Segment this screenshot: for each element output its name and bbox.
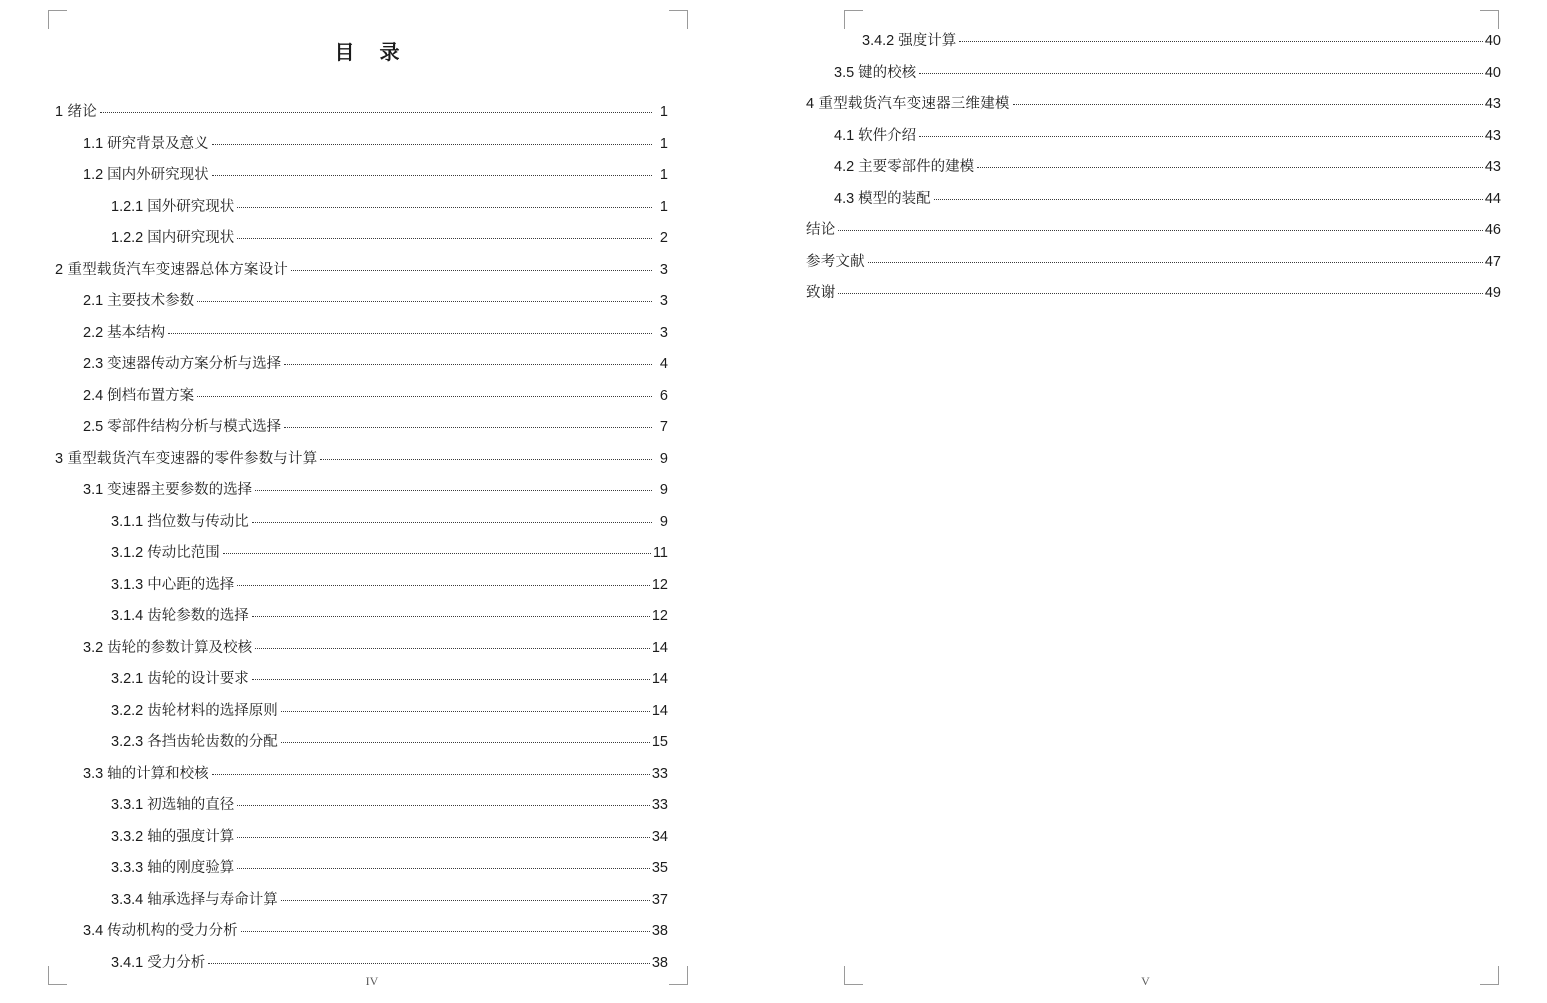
toc-entry-page: 3 xyxy=(659,261,668,278)
toc-entry-label: 3 重型载货汽车变速器的零件参数与计算 xyxy=(55,450,318,467)
toc-leader xyxy=(919,72,1483,74)
toc-entry-label: 2.2 基本结构 xyxy=(83,324,166,341)
toc-entry-label: 1.2.2 国内研究现状 xyxy=(111,230,235,246)
toc-entry-page: 1 xyxy=(659,104,668,120)
toc-entry[interactable] xyxy=(806,215,1501,247)
toc-leader xyxy=(291,269,652,271)
toc-entry-page: 12 xyxy=(651,576,668,593)
toc-leader xyxy=(255,489,652,491)
toc-entry-label: 1.2.1 国外研究现状 xyxy=(111,198,235,215)
toc-leader xyxy=(252,615,650,617)
toc-entry[interactable] xyxy=(55,381,668,413)
toc-leader xyxy=(197,395,652,397)
toc-entry[interactable] xyxy=(55,790,668,822)
toc-leader xyxy=(281,741,650,743)
toc-list-right xyxy=(744,26,1547,310)
toc-entry[interactable] xyxy=(55,696,668,728)
toc-entry[interactable] xyxy=(55,885,668,917)
toc-entry-label: 1.1 研究背景及意义 xyxy=(83,135,209,152)
toc-entry-label: 结论 xyxy=(806,222,836,238)
crop-mark-top-right xyxy=(669,10,688,29)
toc-entry-label: 1 绪论 xyxy=(55,104,97,120)
toc-entry[interactable] xyxy=(55,444,668,476)
toc-leader xyxy=(237,584,650,586)
toc-entry-label: 2.3 变速器传动方案分析与选择 xyxy=(83,356,282,372)
toc-entry-page: 14 xyxy=(651,639,668,656)
toc-entry-page: 9 xyxy=(659,450,668,467)
toc-leader xyxy=(237,206,652,208)
toc-entry[interactable] xyxy=(806,89,1501,121)
page-folio-left: IV xyxy=(365,974,379,988)
toc-list-left xyxy=(0,97,744,979)
toc-entry[interactable] xyxy=(55,475,668,507)
toc-entry-label: 3.2.1 齿轮的设计要求 xyxy=(111,671,249,687)
toc-entry-page: 14 xyxy=(651,702,668,719)
toc-entry-label: 1.2 国内外研究现状 xyxy=(83,167,209,183)
toc-entry[interactable] xyxy=(55,286,668,318)
toc-entry-page: 14 xyxy=(651,671,668,687)
toc-entry-label: 4.1 软件介绍 xyxy=(834,127,917,144)
toc-entry[interactable] xyxy=(55,129,668,161)
toc-entry-page: 1 xyxy=(659,167,668,183)
toc-entry-label: 4 重型载货汽车变速器三维建模 xyxy=(806,96,1010,112)
toc-leader xyxy=(284,363,652,365)
toc-entry-label: 4.2 主要零部件的建模 xyxy=(834,159,975,175)
toc-entry-page: 49 xyxy=(1484,285,1501,301)
toc-entry-page: 38 xyxy=(651,923,668,939)
toc-entry[interactable] xyxy=(55,633,668,665)
toc-entry[interactable] xyxy=(55,570,668,602)
toc-leader xyxy=(959,40,1483,42)
toc-leader xyxy=(252,521,652,523)
toc-leader xyxy=(919,135,1483,137)
toc-entry[interactable] xyxy=(55,822,668,854)
toc-entry-label: 3.3.1 初选轴的直径 xyxy=(111,797,235,813)
toc-entry[interactable] xyxy=(806,152,1501,184)
toc-entry-page: 7 xyxy=(659,419,668,435)
toc-entry-page: 12 xyxy=(651,608,668,624)
toc-entry-page: 43 xyxy=(1484,96,1501,112)
toc-entry-label: 参考文献 xyxy=(806,253,865,270)
toc-entry[interactable] xyxy=(55,538,668,570)
toc-entry-page: 3 xyxy=(659,324,668,341)
toc-leader xyxy=(241,930,650,932)
toc-leader xyxy=(237,237,652,239)
toc-entry-page: 6 xyxy=(659,387,668,404)
toc-entry[interactable] xyxy=(806,184,1501,216)
toc-leader xyxy=(212,773,650,775)
toc-leader xyxy=(284,426,652,428)
toc-entry[interactable] xyxy=(806,247,1501,279)
toc-entry[interactable] xyxy=(55,601,668,633)
toc-entry[interactable] xyxy=(55,349,668,381)
crop-mark-top-left xyxy=(48,10,67,29)
toc-entry[interactable] xyxy=(806,26,1501,58)
toc-leader xyxy=(320,458,652,460)
toc-entry-label: 3.1.1 挡位数与传动比 xyxy=(111,513,249,530)
toc-entry-page: 33 xyxy=(651,765,668,782)
toc-leader xyxy=(208,962,650,964)
toc-entry-page: 11 xyxy=(652,545,668,561)
toc-entry[interactable] xyxy=(55,160,668,192)
toc-entry-page: 1 xyxy=(659,135,668,152)
toc-entry[interactable] xyxy=(55,853,668,885)
toc-entry-page: 40 xyxy=(1484,64,1501,81)
toc-entry[interactable] xyxy=(55,664,668,696)
toc-entry[interactable] xyxy=(55,759,668,791)
toc-entry[interactable] xyxy=(55,255,668,287)
toc-entry-label: 3.1.4 齿轮参数的选择 xyxy=(111,608,249,624)
toc-entry-label: 3.2.3 各挡齿轮齿数的分配 xyxy=(111,734,278,750)
toc-entry-label: 2.4 倒档布置方案 xyxy=(83,387,195,404)
toc-entry[interactable] xyxy=(55,727,668,759)
page-left xyxy=(0,0,744,1003)
toc-entry-label: 3.3 轴的计算和校核 xyxy=(83,765,209,782)
toc-leader xyxy=(977,166,1483,168)
toc-entry[interactable] xyxy=(55,97,668,129)
toc-entry-label: 3.2.2 齿轮材料的选择原则 xyxy=(111,702,278,719)
toc-entry[interactable] xyxy=(55,507,668,539)
toc-entry-page: 43 xyxy=(1484,127,1501,144)
toc-entry-page: 1 xyxy=(659,198,668,215)
toc-entry-page: 43 xyxy=(1484,159,1501,175)
toc-entry-label: 3.3.3 轴的刚度验算 xyxy=(111,860,235,876)
toc-entry-page: 38 xyxy=(651,954,668,971)
toc-entry-label: 3.3.4 轴承选择与寿命计算 xyxy=(111,891,278,908)
toc-entry-label: 3.1 变速器主要参数的选择 xyxy=(83,482,253,498)
toc-entry-label: 3.4.2 强度计算 xyxy=(862,33,957,49)
toc-entry[interactable] xyxy=(806,121,1501,153)
toc-entry-label: 3.1.2 传动比范围 xyxy=(111,545,220,561)
toc-entry-label: 3.1.3 中心距的选择 xyxy=(111,576,235,593)
toc-entry-page: 33 xyxy=(651,797,668,813)
toc-leader xyxy=(100,111,652,113)
toc-leader xyxy=(838,292,1482,294)
toc-leader xyxy=(237,836,650,838)
toc-entry[interactable] xyxy=(55,223,668,255)
toc-entry-page: 3 xyxy=(659,293,668,309)
toc-entry-label: 3.4.1 受力分析 xyxy=(111,954,206,971)
toc-leader xyxy=(237,867,650,869)
toc-leader xyxy=(252,678,650,680)
toc-leader xyxy=(223,552,651,554)
toc-leader xyxy=(281,899,650,901)
toc-leader xyxy=(255,647,650,649)
toc-entry[interactable] xyxy=(806,278,1501,310)
toc-entry[interactable] xyxy=(55,412,668,444)
toc-entry-page: 46 xyxy=(1484,222,1501,238)
page-folio-right: V xyxy=(1141,974,1150,988)
toc-leader xyxy=(934,198,1483,200)
page-right xyxy=(744,0,1547,1003)
toc-entry-label: 2 重型载货汽车变速器总体方案设计 xyxy=(55,261,288,278)
toc-entry-page: 4 xyxy=(659,356,668,372)
toc-entry-label: 2.5 零部件结构分析与模式选择 xyxy=(83,419,282,435)
toc-entry-label: 3.4 传动机构的受力分析 xyxy=(83,923,238,939)
toc-leader xyxy=(168,332,652,334)
toc-entry[interactable] xyxy=(55,192,668,224)
toc-entry-label: 3.3.2 轴的强度计算 xyxy=(111,828,235,845)
toc-entry-page: 34 xyxy=(651,828,668,845)
toc-entry-label: 3.2 齿轮的参数计算及校核 xyxy=(83,639,253,656)
toc-leader xyxy=(212,174,652,176)
toc-entry-page: 35 xyxy=(651,860,668,876)
toc-leader xyxy=(838,229,1482,231)
toc-entry[interactable] xyxy=(55,318,668,350)
toc-leader xyxy=(237,804,650,806)
toc-entry-page: 2 xyxy=(659,230,668,246)
toc-entry[interactable] xyxy=(806,58,1501,90)
toc-entry-page: 47 xyxy=(1484,253,1501,270)
toc-leader xyxy=(868,261,1483,263)
toc-leader xyxy=(281,710,650,712)
toc-leader xyxy=(1013,103,1483,105)
toc-entry-label: 致谢 xyxy=(806,285,836,301)
toc-entry-page: 9 xyxy=(659,513,668,530)
toc-entry-page: 37 xyxy=(651,891,668,908)
toc-leader xyxy=(197,300,652,302)
toc-entry-label: 4.3 模型的装配 xyxy=(834,190,931,207)
toc-entry-page: 15 xyxy=(651,734,668,750)
page-title: 目 录 xyxy=(334,42,410,64)
toc-entry[interactable] xyxy=(55,916,668,948)
toc-leader xyxy=(212,143,652,145)
toc-entry-page: 44 xyxy=(1484,190,1501,207)
toc-entry-page: 40 xyxy=(1484,33,1501,49)
toc-entry-label: 3.5 键的校核 xyxy=(834,64,917,81)
toc-entry-label: 2.1 主要技术参数 xyxy=(83,293,195,309)
toc-entry-page: 9 xyxy=(659,482,668,498)
